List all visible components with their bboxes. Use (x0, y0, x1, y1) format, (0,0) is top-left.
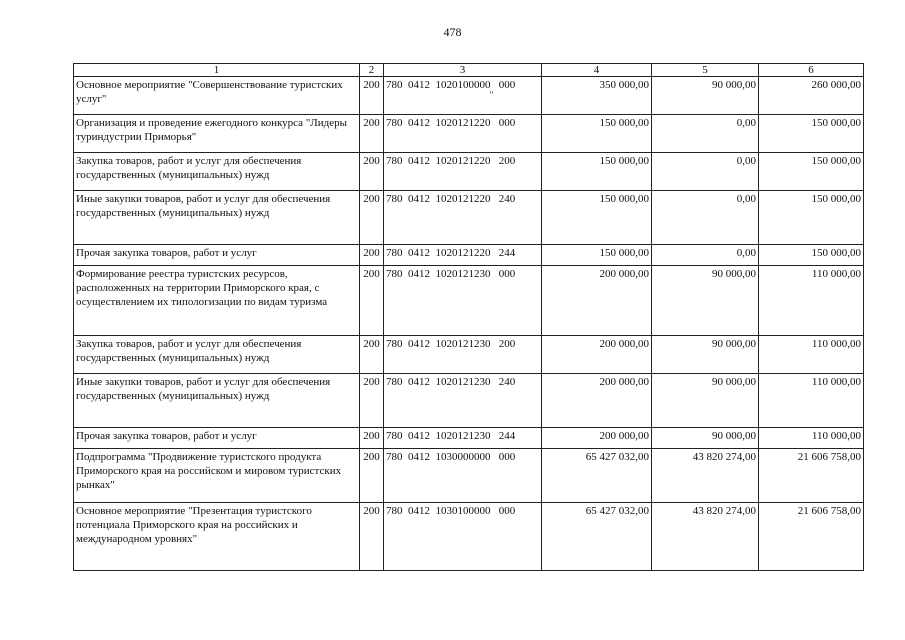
row-value-6: 150 000,00 (759, 153, 864, 191)
table-row (74, 428, 864, 449)
row-value-5: 0,00 (652, 153, 759, 191)
row-code: 780 0412 1020121230 200 (384, 336, 542, 374)
row-value-5: 43 820 274,00 (652, 503, 759, 571)
row-name: Иные закупки товаров, работ и услуг для обеспечения государственных (муниципальных) нужд (74, 191, 360, 245)
row-value-4: 200 000,00 (542, 374, 652, 428)
row-name: Организация и проведение ежегодного конкурса "Лидеры туриндустрии Приморья" (74, 115, 360, 153)
page-number: 478 (443, 25, 462, 39)
row-value-6: 150 000,00 (759, 245, 864, 266)
row-value-6: 110 000,00 (759, 374, 864, 428)
row-col2: 200 (360, 449, 384, 503)
row-name: Иные закупки товаров, работ и услуг для обеспечения государственных (муниципальных) нужд (74, 374, 360, 428)
table-row (74, 153, 864, 191)
col-header-4: 4 (542, 64, 652, 77)
row-name: Подпрограмма "Продвижение туристского продукта Приморского края на российском и мировом туристских рынках" (74, 449, 360, 503)
row-value-4: 150 000,00 (542, 245, 652, 266)
row-name: Закупка товаров, работ и услуг для обеспечения государственных (муниципальных) нужд (74, 336, 360, 374)
row-value-4: 200 000,00 (542, 336, 652, 374)
table-row (74, 77, 864, 115)
row-value-6: 260 000,00 (759, 77, 864, 115)
header-row (74, 64, 864, 77)
col-header-5: 5 (652, 64, 759, 77)
row-code: 780 0412 1020121220 000 (384, 115, 542, 153)
row-col2: 200 (360, 428, 384, 449)
row-code: 780 0412 1020121220 244 (384, 245, 542, 266)
row-value-5: 90 000,00 (652, 428, 759, 449)
col-header-6: 6 (759, 64, 864, 77)
scan-mark: " (489, 90, 494, 100)
row-value-5: 90 000,00 (652, 266, 759, 336)
row-value-6: 110 000,00 (759, 336, 864, 374)
row-value-4: 200 000,00 (542, 428, 652, 449)
row-value-4: 350 000,00 (542, 77, 652, 115)
row-col2: 200 (360, 153, 384, 191)
row-value-4: 65 427 032,00 (542, 503, 652, 571)
table-row (74, 115, 864, 153)
row-value-4: 150 000,00 (542, 191, 652, 245)
row-code: 780 0412 1020121230 244 (384, 428, 542, 449)
row-value-6: 150 000,00 (759, 191, 864, 245)
row-col2: 200 (360, 77, 384, 115)
row-value-6: 21 606 758,00 (759, 449, 864, 503)
budget-table (73, 63, 864, 571)
table-row (74, 191, 864, 245)
row-code: 780 0412 1020121220 240 (384, 191, 542, 245)
row-value-4: 150 000,00 (542, 153, 652, 191)
col-header-1: 1 (74, 64, 360, 77)
row-code: 780 0412 1030000000 000 (384, 449, 542, 503)
row-name: Закупка товаров, работ и услуг для обеспечения государственных (муниципальных) нужд (74, 153, 360, 191)
col-header-3: 3 (384, 64, 542, 77)
row-col2: 200 (360, 191, 384, 245)
table-row (74, 449, 864, 503)
row-code: 780 0412 1020100000 000 (386, 79, 516, 91)
col-header-2: 2 (360, 64, 384, 77)
row-code: 780 0412 1020121230 240 (384, 374, 542, 428)
row-value-5: 90 000,00 (652, 77, 759, 115)
row-name: Основное мероприятие "Презентация туристского потенциала Приморского края на российских и международном уровнях" (74, 503, 360, 571)
row-value-4: 200 000,00 (542, 266, 652, 336)
row-col2: 200 (360, 336, 384, 374)
row-value-5: 90 000,00 (652, 374, 759, 428)
table-row (74, 503, 864, 571)
table-row (74, 266, 864, 336)
row-col2: 200 (360, 374, 384, 428)
row-code: 780 0412 1020121220 200 (384, 153, 542, 191)
table-row (74, 245, 864, 266)
row-name: Прочая закупка товаров, работ и услуг (74, 245, 360, 266)
row-value-5: 0,00 (652, 245, 759, 266)
table-row (74, 336, 864, 374)
row-value-6: 110 000,00 (759, 428, 864, 449)
row-value-5: 90 000,00 (652, 336, 759, 374)
row-value-5: 0,00 (652, 115, 759, 153)
row-value-5: 0,00 (652, 191, 759, 245)
table-row (74, 374, 864, 428)
row-code: 780 0412 1020121230 000 (384, 266, 542, 336)
row-col2: 200 (360, 245, 384, 266)
row-value-6: 150 000,00 (759, 115, 864, 153)
row-value-4: 150 000,00 (542, 115, 652, 153)
row-name: Основное мероприятие "Совершенствование туристских услуг" (74, 77, 360, 115)
row-col2: 200 (360, 266, 384, 336)
row-value-6: 21 606 758,00 (759, 503, 864, 571)
row-name: Формирование реестра туристских ресурсов, расположенных на территории Приморского края, с осуществлением их типологизации по видам туризма (74, 266, 360, 336)
row-code: 780 0412 1030100000 000 (384, 503, 542, 571)
row-value-5: 43 820 274,00 (652, 449, 759, 503)
row-col2: 200 (360, 503, 384, 571)
row-name: Прочая закупка товаров, работ и услуг (74, 428, 360, 449)
row-code-cell (384, 77, 542, 115)
row-value-4: 65 427 032,00 (542, 449, 652, 503)
row-col2: 200 (360, 115, 384, 153)
row-value-6: 110 000,00 (759, 266, 864, 336)
